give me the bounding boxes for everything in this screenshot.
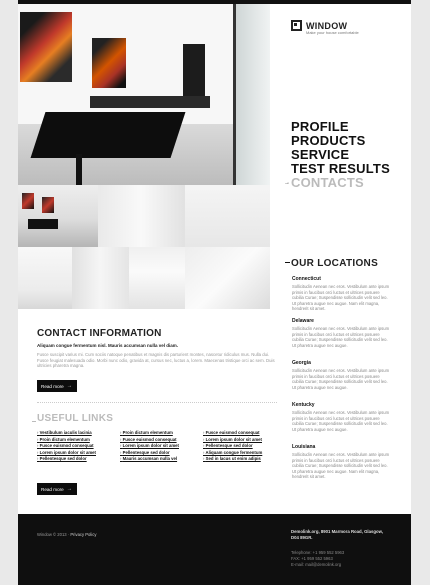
useful-link[interactable]: › Lorem ipsum dolor sit amet — [120, 443, 200, 450]
nav-service[interactable]: SERVICE — [291, 147, 350, 162]
location-name: Delaware — [292, 318, 314, 324]
links-column-1 — [37, 430, 117, 463]
gallery-thumb-7[interactable] — [185, 247, 270, 309]
location-name: Kentucky — [292, 402, 315, 408]
privacy-policy-link[interactable]: Privacy Policy — [70, 532, 97, 537]
location-item — [292, 444, 392, 486]
thumb-painting — [42, 197, 54, 213]
location-text: Sollicitudin Aenean nec eros. Vestibulum ante ipsum primis in faucibus orci luctus et ultrices posuere cubilia Curae; Suspendisse sollicitudin velit sed leo. Ut pharetra augue nec augue. — [292, 410, 390, 432]
gallery-thumb-1[interactable] — [18, 185, 98, 247]
hero-counter — [90, 96, 210, 108]
location-item — [292, 402, 392, 444]
thumb-painting — [22, 193, 34, 209]
location-text: Sollicitudin Aenean nec eros. Vestibulum ante ipsum primis in faucibus orci luctus et ultrices posuere cubilia Curae; Suspendisse sollicitudin velit sed leo. Ut pharetra augue nec augue. Nam elit magna, hendrerit sit amet. — [292, 284, 390, 312]
useful-link[interactable]: › Proin dictum elementum — [37, 437, 117, 444]
location-item — [292, 276, 392, 318]
useful-link[interactable]: › Mauris accumsan nulla vel — [120, 456, 200, 463]
button-label: Read more — [41, 486, 64, 492]
copyright-text: Window © 2013 · — [37, 532, 70, 537]
locations-dash — [285, 262, 290, 263]
location-name: Georgia — [292, 360, 311, 366]
hero-painting-left — [20, 12, 72, 82]
footer — [18, 514, 411, 585]
nav-products[interactable]: PRODUCTS — [291, 133, 366, 148]
footer-email[interactable]: E-mail: mail@demolink.org — [291, 562, 342, 567]
hero-image — [18, 4, 270, 185]
section-divider — [37, 402, 277, 403]
hero-table — [31, 112, 186, 158]
useful-link[interactable]: › Lorem ipsum dolor sit amet — [37, 450, 117, 457]
footer-copyright — [37, 532, 96, 537]
nav-test-results[interactable]: TEST RESULTS — [291, 161, 390, 176]
useful-link[interactable]: › Lorem ipsum dolor sit amet — [203, 437, 283, 444]
window-logo-icon — [291, 20, 302, 31]
gallery-thumb-2[interactable] — [98, 185, 185, 247]
arrow-right-icon: → — [66, 486, 72, 492]
nav-active-arrow-icon: → — [284, 180, 290, 186]
useful-link[interactable]: › Vestibulum iaculis lacinia — [37, 430, 117, 437]
location-item — [292, 360, 392, 402]
nav-contacts[interactable]: CONTACTS — [291, 175, 364, 190]
gallery-thumb-4[interactable] — [18, 247, 72, 309]
locations-list — [292, 276, 392, 486]
hero-table-leg — [76, 154, 82, 185]
thumb-table — [28, 219, 58, 229]
location-item — [292, 318, 392, 360]
useful-link[interactable]: › Pellentesque sed dolor — [203, 443, 283, 450]
gallery-thumb-3[interactable] — [185, 185, 270, 247]
page — [18, 0, 411, 585]
footer-address: Demolink.org, 8901 Marmora Road, Glasgow, D04 89GR. — [291, 529, 384, 540]
button-label: Read more — [41, 383, 64, 389]
footer-fax: FAX: +1 959 552 5963 — [291, 556, 333, 561]
location-name: Connecticut — [292, 276, 321, 282]
hero-window — [233, 4, 270, 185]
links-dash — [32, 421, 36, 422]
location-text: Sollicitudin Aenean nec eros. Vestibulum ante ipsum primis in faucibus orci luctus et ultrices posuere cubilia Curae; Suspendisse sollicitudin velit sed leo. Ut pharetra augue nec augue. — [292, 326, 390, 348]
links-read-more-button[interactable] — [37, 483, 77, 495]
useful-link[interactable]: › Fusce euismod consequat — [120, 437, 200, 444]
location-name: Louisiana — [292, 444, 316, 450]
nav-profile[interactable]: PROFILE — [291, 119, 349, 134]
useful-link[interactable]: › Sed in lacus ut enim adipis — [203, 456, 283, 463]
contact-read-more-button[interactable] — [37, 380, 77, 392]
contact-title: CONTACT INFORMATION — [37, 328, 162, 339]
useful-link[interactable]: › Fusce euismod consequat — [37, 443, 117, 450]
gallery-thumb-6[interactable] — [129, 247, 185, 309]
logo-title: WINDOW — [306, 20, 348, 31]
main-nav — [291, 120, 390, 190]
location-text: Sollicitudin Aenean nec eros. Vestibulum ante ipsum primis in faucibus orci luctus et ultrices posuere cubilia Curae; Suspendisse sollicitudin velit sed leo. Ut pharetra augue nec augue. Nam elit magna, hendrerit sit amet. — [292, 452, 390, 480]
footer-telephone: Telephone: +1 959 552 5963 — [291, 550, 345, 555]
hero-cabinet — [183, 44, 205, 104]
useful-link[interactable]: › Fusce euismod consequat — [203, 430, 283, 437]
logo-tagline: Make your house comfortable — [306, 30, 359, 35]
arrow-right-icon: → — [66, 383, 72, 389]
links-column-3 — [203, 430, 283, 463]
hero-painting-right — [92, 38, 126, 88]
useful-link[interactable]: › Proin dictum elementum — [120, 430, 200, 437]
useful-link[interactable]: › Pellentesque sed dolor — [37, 456, 117, 463]
location-text: Sollicitudin Aenean nec eros. Vestibulum ante ipsum primis in faucibus orci luctus et ultrices posuere cubilia Curae; Suspendisse sollicitudin velit sed leo. Ut pharetra augue nec augue. — [292, 368, 390, 390]
footer-contact — [291, 550, 344, 568]
useful-links-title: USEFUL LINKS — [37, 413, 114, 424]
locations-title: OUR LOCATIONS — [291, 258, 379, 269]
useful-link[interactable]: › Aliquam congue fermentum — [203, 450, 283, 457]
links-column-2 — [120, 430, 200, 463]
contact-body: Fusce suscipit varius mi. Cum sociis natoque penatibus et magnis dis parturient montes, nascetur ridiculus mus. Nulla dui. Fusce feugiat malesuada odio. Morbi nunc odio, gravida at, cursus nec, luctus a, lorem. Maecenas tristique orci ac sem. Duis ultricies pharetra magna. — [37, 352, 275, 369]
gallery-thumb-5[interactable] — [72, 247, 129, 309]
useful-link[interactable]: › Pellentesque sed dolor — [120, 450, 200, 457]
contact-lead: Aliquam congue fermentum nisl. Mauris accumsan nulla vel diam. — [37, 343, 179, 348]
